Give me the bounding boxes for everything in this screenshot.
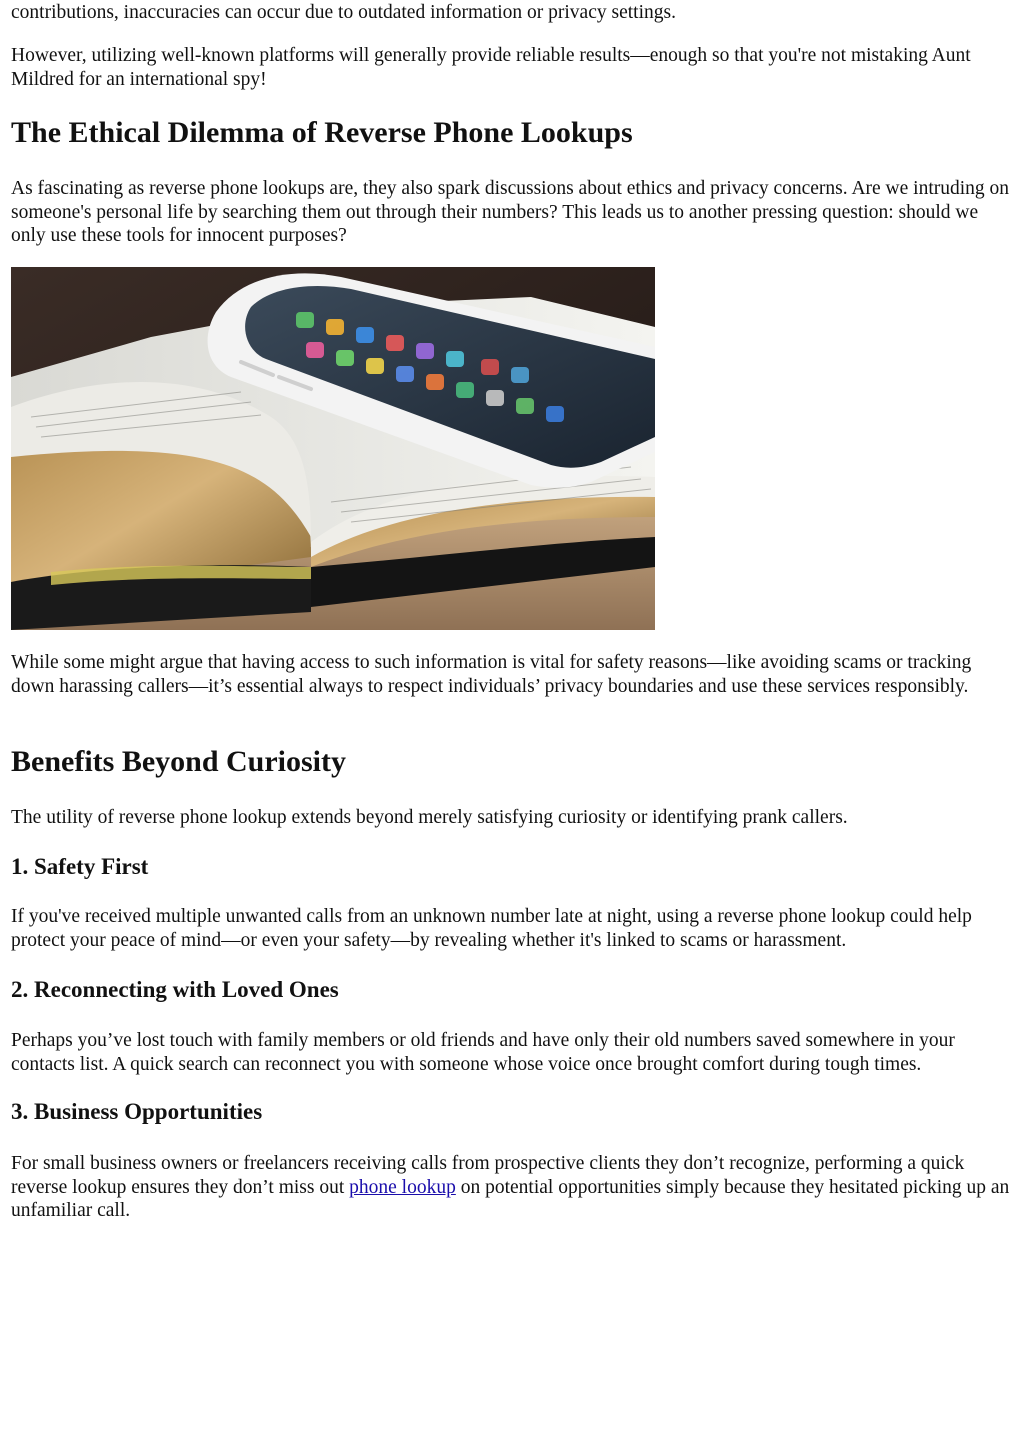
business-heading: 3. Business Opportunities [11,1099,263,1124]
phone-on-book-image [11,267,655,630]
business-paragraph [11,1152,1013,1223]
ethics-heading: The Ethical Dilemma of Reverse Phone Lookups [11,116,633,149]
business-text-before: For small business owners or freelancers receiving calls from prospective clients they don’t recognize, performing a quick reverse lookup ensures they don’t miss out [11,1153,965,1198]
intro-paragraph-1: contributions, inaccuracies can occur due to outdated information or privacy settings. [11,2,676,23]
safety-paragraph: If you've received multiple unwanted calls from an unknown number late at night, using a reverse phone lookup could help protect your peace of mind—or even your safety—by revealing whether it's linked to scams or harassment. [11,906,972,951]
safety-heading: 1. Safety First [11,854,149,879]
benefits-intro: The utility of reverse phone lookup extends beyond merely satisfying curiosity or identifying prank callers. [11,807,848,828]
business-text-after: on potential opportunities simply because they hesitated picking up an unfamiliar call. [11,1176,1010,1221]
ethics-paragraph-2: While some might argue that having access to such information is vital for safety reasons—like avoiding scams or tracking down harassing callers—it’s essential always to respect individuals’ privacy boundaries and use these services responsibly. [11,652,972,697]
benefits-heading: Benefits Beyond Curiosity [11,745,347,778]
reconnect-heading: 2. Reconnecting with Loved Ones [11,977,339,1002]
reconnect-paragraph: Perhaps you’ve lost touch with family members or old friends and have only their old numbers saved somewhere in your contacts list. A quick search can reconnect you with someone whose voice once brought comfort during tough times. [11,1030,955,1075]
intro-paragraph-2: However, utilizing well-known platforms will generally provide reliable results—enough so that you're not mistaking Aunt Mildred for an international spy! [11,45,971,90]
ethics-paragraph-1: As fascinating as reverse phone lookups are, they also spark discussions about ethics and privacy concerns. Are we intruding on someone's personal life by searching them out through their numbers? This leads us to another pressing question: should we only use these tools for innocent purposes? [11,178,1010,246]
phone-lookup-link[interactable]: phone lookup [349,1176,456,1198]
